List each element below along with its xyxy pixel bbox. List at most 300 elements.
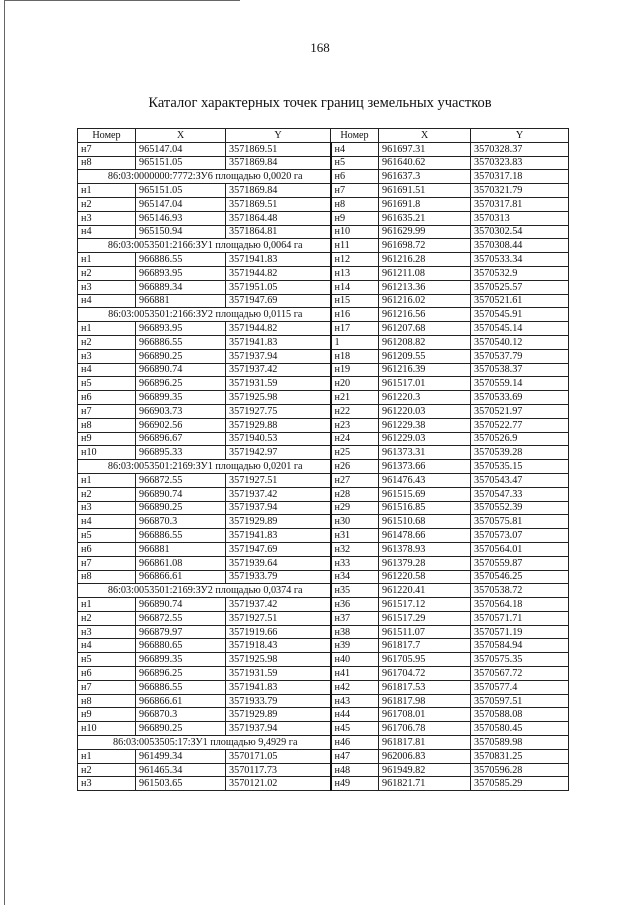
coord-x: 966890.25 <box>136 722 226 736</box>
coord-x: 961517.12 <box>379 598 471 612</box>
coord-y: 3570573.07 <box>471 529 569 543</box>
coord-x: 961708.01 <box>379 708 471 722</box>
table-body <box>78 142 569 790</box>
table-row <box>78 639 569 653</box>
coord-x: 961476.43 <box>379 473 471 487</box>
coordinates-table <box>77 128 569 791</box>
point-number: н8 <box>331 197 379 211</box>
point-number: н26 <box>331 460 379 474</box>
coord-y: 3570313 <box>471 211 569 225</box>
point-number: н6 <box>78 667 136 681</box>
coord-y: 3570580.45 <box>471 722 569 736</box>
coord-x: 961220.41 <box>379 584 471 598</box>
point-number: н2 <box>78 197 136 211</box>
coord-x: 966870.3 <box>136 708 226 722</box>
coord-x: 966902.56 <box>136 418 226 432</box>
point-number: н35 <box>331 584 379 598</box>
coord-y: 3570584.94 <box>471 639 569 653</box>
coord-x: 961517.29 <box>379 611 471 625</box>
coord-y: 3571918.43 <box>226 639 331 653</box>
point-number: н21 <box>331 391 379 405</box>
table-row <box>78 266 569 280</box>
point-number: н23 <box>331 418 379 432</box>
point-number: н46 <box>331 736 379 750</box>
coord-x: 966890.25 <box>136 501 226 515</box>
point-number: 1 <box>331 335 379 349</box>
coord-y: 3570323.83 <box>471 156 569 170</box>
table-row <box>78 446 569 460</box>
point-number: н3 <box>78 349 136 363</box>
coord-y: 3571940.53 <box>226 432 331 446</box>
table-row <box>78 570 569 584</box>
coord-y: 3570597.51 <box>471 694 569 708</box>
table-row <box>78 308 569 322</box>
coord-x: 961220.58 <box>379 570 471 584</box>
coord-y: 3571937.94 <box>226 349 331 363</box>
coord-x: 961208.82 <box>379 335 471 349</box>
point-number: н10 <box>78 722 136 736</box>
point-number: н8 <box>78 418 136 432</box>
coord-x: 966872.55 <box>136 611 226 625</box>
table-row <box>78 556 569 570</box>
coord-y: 3571939.64 <box>226 556 331 570</box>
table-row <box>78 653 569 667</box>
point-number: н44 <box>331 708 379 722</box>
point-number: н31 <box>331 529 379 543</box>
table-row <box>78 680 569 694</box>
coord-y: 3570577.4 <box>471 680 569 694</box>
coord-x: 966889.34 <box>136 280 226 294</box>
point-number: н1 <box>78 253 136 267</box>
table-row <box>78 391 569 405</box>
coord-x: 961515.69 <box>379 487 471 501</box>
table-row <box>78 349 569 363</box>
point-number: н2 <box>78 763 136 777</box>
coord-y: 3570302.54 <box>471 225 569 239</box>
point-number: н14 <box>331 280 379 294</box>
coord-x: 966890.74 <box>136 487 226 501</box>
coord-x: 965147.04 <box>136 197 226 211</box>
coord-y: 3570521.97 <box>471 404 569 418</box>
coord-y: 3571925.98 <box>226 653 331 667</box>
coord-x: 961211.08 <box>379 266 471 280</box>
coord-x: 961220.03 <box>379 404 471 418</box>
coord-y: 3571931.59 <box>226 377 331 391</box>
table-row <box>78 335 569 349</box>
table-row <box>78 736 569 750</box>
table-row <box>78 253 569 267</box>
point-number: н15 <box>331 294 379 308</box>
coord-x: 961517.01 <box>379 377 471 391</box>
coord-x: 965150.94 <box>136 225 226 239</box>
header-number-left: Номер <box>78 129 136 143</box>
coord-y: 3571937.94 <box>226 722 331 736</box>
coord-y: 3570589.98 <box>471 736 569 750</box>
coord-y: 3571931.59 <box>226 667 331 681</box>
table-row <box>78 156 569 170</box>
coord-y: 3571869.84 <box>226 156 331 170</box>
coord-y: 3570585.29 <box>471 777 569 791</box>
coord-x: 961637.3 <box>379 170 471 184</box>
coord-y: 3570121.02 <box>226 777 331 791</box>
point-number: н22 <box>331 404 379 418</box>
point-number: н36 <box>331 598 379 612</box>
coord-y: 3570571.71 <box>471 611 569 625</box>
table-header-row <box>78 129 569 143</box>
coord-y: 3571947.69 <box>226 542 331 556</box>
coord-x: 961213.36 <box>379 280 471 294</box>
table-row <box>78 777 569 791</box>
page-title: Каталог характерных точек границ земельных участков <box>148 95 492 111</box>
coord-x: 961478.66 <box>379 529 471 543</box>
point-number: н2 <box>78 487 136 501</box>
point-number: н6 <box>331 170 379 184</box>
coord-y: 3571941.83 <box>226 335 331 349</box>
coord-y: 3571869.51 <box>226 197 331 211</box>
coord-y: 3570538.72 <box>471 584 569 598</box>
point-number: н9 <box>331 211 379 225</box>
coord-x: 961629.99 <box>379 225 471 239</box>
coord-y: 3570559.14 <box>471 377 569 391</box>
coord-x: 961706.78 <box>379 722 471 736</box>
coord-y: 3571941.83 <box>226 253 331 267</box>
point-number: н37 <box>331 611 379 625</box>
coord-y: 3570547.33 <box>471 487 569 501</box>
coord-x: 966895.33 <box>136 446 226 460</box>
point-number: н11 <box>331 239 379 253</box>
parcel-group-title: 86:03:0053505:17:ЗУ1 площадью 9,4929 га <box>78 736 331 750</box>
coord-x: 961511.07 <box>379 625 471 639</box>
point-number: н7 <box>78 142 136 156</box>
point-number: н17 <box>331 322 379 336</box>
point-number: н3 <box>78 501 136 515</box>
coord-x: 961229.38 <box>379 418 471 432</box>
point-number: н34 <box>331 570 379 584</box>
coord-x: 965151.05 <box>136 184 226 198</box>
table-row <box>78 142 569 156</box>
coord-x: 961216.56 <box>379 308 471 322</box>
top-edge-line <box>4 0 240 1</box>
coord-y: 3571864.48 <box>226 211 331 225</box>
table-row <box>78 515 569 529</box>
point-number: н1 <box>78 322 136 336</box>
coord-y: 3571937.42 <box>226 598 331 612</box>
point-number: н4 <box>331 142 379 156</box>
point-number: н29 <box>331 501 379 515</box>
table-row <box>78 749 569 763</box>
point-number: н2 <box>78 266 136 280</box>
point-number: н48 <box>331 763 379 777</box>
point-number: н27 <box>331 473 379 487</box>
coord-y: 3570538.37 <box>471 363 569 377</box>
point-number: н4 <box>78 294 136 308</box>
table-row <box>78 239 569 253</box>
table-row <box>78 294 569 308</box>
coord-y: 3571942.97 <box>226 446 331 460</box>
table-row <box>78 377 569 391</box>
coord-x: 961378.93 <box>379 542 471 556</box>
coord-x: 961209.55 <box>379 349 471 363</box>
coord-y: 3570317.18 <box>471 170 569 184</box>
coord-x: 961373.31 <box>379 446 471 460</box>
coord-x: 966886.55 <box>136 529 226 543</box>
coord-y: 3571933.79 <box>226 694 331 708</box>
point-number: н16 <box>331 308 379 322</box>
point-number: н5 <box>78 377 136 391</box>
coord-y: 3571937.94 <box>226 501 331 515</box>
point-number: н43 <box>331 694 379 708</box>
coord-y: 3571941.83 <box>226 529 331 543</box>
point-number: н13 <box>331 266 379 280</box>
coord-x: 966893.95 <box>136 322 226 336</box>
coord-y: 3571937.42 <box>226 487 331 501</box>
coord-x: 966870.3 <box>136 515 226 529</box>
coord-y: 3570171.05 <box>226 749 331 763</box>
coord-x: 961220.3 <box>379 391 471 405</box>
coord-y: 3570521.61 <box>471 294 569 308</box>
coord-x: 961216.02 <box>379 294 471 308</box>
coord-x: 961503.65 <box>136 777 226 791</box>
table-row <box>78 225 569 239</box>
table-row <box>78 584 569 598</box>
table-row <box>78 184 569 198</box>
point-number: н7 <box>78 556 136 570</box>
point-number: н28 <box>331 487 379 501</box>
parcel-group-title: 86:03:0053501:2169:ЗУ2 площадью 0,0374 га <box>78 584 331 598</box>
coord-y: 3571927.75 <box>226 404 331 418</box>
point-number: н6 <box>78 542 136 556</box>
coord-x: 966881 <box>136 294 226 308</box>
coord-y: 3570317.81 <box>471 197 569 211</box>
coord-x: 961499.34 <box>136 749 226 763</box>
coord-y: 3570525.57 <box>471 280 569 294</box>
table-row <box>78 763 569 777</box>
coord-y: 3570564.01 <box>471 542 569 556</box>
coord-x: 961949.82 <box>379 763 471 777</box>
coord-y: 3571925.98 <box>226 391 331 405</box>
coord-x: 961216.28 <box>379 253 471 267</box>
table-row <box>78 460 569 474</box>
table-row <box>78 170 569 184</box>
coord-x: 965146.93 <box>136 211 226 225</box>
coord-x: 961516.85 <box>379 501 471 515</box>
coord-y: 3570537.79 <box>471 349 569 363</box>
coord-y: 3571941.83 <box>226 680 331 694</box>
coord-x: 966890.74 <box>136 598 226 612</box>
coord-y: 3570526.9 <box>471 432 569 446</box>
coord-y: 3570539.28 <box>471 446 569 460</box>
table-row <box>78 197 569 211</box>
table-row <box>78 708 569 722</box>
point-number: н10 <box>331 225 379 239</box>
coord-y: 3570533.69 <box>471 391 569 405</box>
point-number: н5 <box>331 156 379 170</box>
point-number: н19 <box>331 363 379 377</box>
coord-y: 3570543.47 <box>471 473 569 487</box>
point-number: н33 <box>331 556 379 570</box>
coord-y: 3571864.81 <box>226 225 331 239</box>
point-number: н8 <box>78 694 136 708</box>
coord-y: 3571937.42 <box>226 363 331 377</box>
coord-x: 961817.98 <box>379 694 471 708</box>
point-number: н4 <box>78 515 136 529</box>
coord-x: 961373.66 <box>379 460 471 474</box>
coord-y: 3570575.35 <box>471 653 569 667</box>
point-number: н39 <box>331 639 379 653</box>
coord-x: 966893.95 <box>136 266 226 280</box>
point-number: н49 <box>331 777 379 791</box>
coord-y: 3570588.08 <box>471 708 569 722</box>
coord-x: 966886.55 <box>136 680 226 694</box>
coord-x: 966879.97 <box>136 625 226 639</box>
header-x-right: X <box>379 129 471 143</box>
coord-x: 961698.72 <box>379 239 471 253</box>
coord-x: 961229.03 <box>379 432 471 446</box>
coord-x: 966890.25 <box>136 349 226 363</box>
table-row <box>78 418 569 432</box>
coord-x: 966896.25 <box>136 667 226 681</box>
point-number: н18 <box>331 349 379 363</box>
coord-y: 3571919.66 <box>226 625 331 639</box>
parcel-group-title: 86:03:0053501:2166:ЗУ1 площадью 0,0064 га <box>78 239 331 253</box>
header-y-left: Y <box>226 129 331 143</box>
coord-x: 961691.8 <box>379 197 471 211</box>
table-row <box>78 667 569 681</box>
coord-x: 966886.55 <box>136 335 226 349</box>
header-y-right: Y <box>471 129 569 143</box>
coord-x: 966890.74 <box>136 363 226 377</box>
coord-y: 3570328.37 <box>471 142 569 156</box>
page-number: 168 <box>310 40 330 55</box>
point-number: н3 <box>78 280 136 294</box>
coord-y: 3570546.25 <box>471 570 569 584</box>
coord-y: 3570575.81 <box>471 515 569 529</box>
coord-y: 3570831.25 <box>471 749 569 763</box>
table-row <box>78 529 569 543</box>
coord-x: 961817.53 <box>379 680 471 694</box>
header-x-left: X <box>136 129 226 143</box>
point-number: н45 <box>331 722 379 736</box>
coord-y: 3571944.82 <box>226 322 331 336</box>
coord-y: 3570532.9 <box>471 266 569 280</box>
point-number: н12 <box>331 253 379 267</box>
left-margin-line <box>4 0 5 905</box>
coord-x: 961635.21 <box>379 211 471 225</box>
coord-x: 966866.61 <box>136 570 226 584</box>
coord-x: 966861.08 <box>136 556 226 570</box>
coord-y: 3570522.77 <box>471 418 569 432</box>
table-row <box>78 611 569 625</box>
table-row <box>78 432 569 446</box>
point-number: н2 <box>78 335 136 349</box>
table-row <box>78 280 569 294</box>
coord-x: 961510.68 <box>379 515 471 529</box>
coord-y: 3570552.39 <box>471 501 569 515</box>
coord-y: 3571869.84 <box>226 184 331 198</box>
coord-y: 3570540.12 <box>471 335 569 349</box>
point-number: н7 <box>78 404 136 418</box>
point-number: н32 <box>331 542 379 556</box>
coord-y: 3571929.89 <box>226 515 331 529</box>
coord-y: 3570308.44 <box>471 239 569 253</box>
point-number: н20 <box>331 377 379 391</box>
coord-x: 961705.95 <box>379 653 471 667</box>
point-number: н10 <box>78 446 136 460</box>
point-number: н4 <box>78 639 136 653</box>
coord-x: 966899.35 <box>136 391 226 405</box>
coord-y: 3570535.15 <box>471 460 569 474</box>
coord-y: 3570571.19 <box>471 625 569 639</box>
coord-x: 961640.62 <box>379 156 471 170</box>
point-number: н42 <box>331 680 379 694</box>
coord-x: 961704.72 <box>379 667 471 681</box>
point-number: н1 <box>78 598 136 612</box>
point-number: н9 <box>78 708 136 722</box>
point-number: н3 <box>78 211 136 225</box>
point-number: н9 <box>78 432 136 446</box>
table-row <box>78 211 569 225</box>
point-number: н30 <box>331 515 379 529</box>
point-number: н47 <box>331 749 379 763</box>
coord-x: 966896.25 <box>136 377 226 391</box>
table-row <box>78 598 569 612</box>
point-number: н41 <box>331 667 379 681</box>
coord-y: 3571947.69 <box>226 294 331 308</box>
point-number: н8 <box>78 156 136 170</box>
coord-x: 966881 <box>136 542 226 556</box>
coord-y: 3570564.18 <box>471 598 569 612</box>
point-number: н4 <box>78 225 136 239</box>
coord-y: 3571929.89 <box>226 708 331 722</box>
coord-y: 3571951.05 <box>226 280 331 294</box>
point-number: н1 <box>78 473 136 487</box>
point-number: н7 <box>78 680 136 694</box>
coord-x: 965147.04 <box>136 142 226 156</box>
coord-y: 3571929.88 <box>226 418 331 432</box>
point-number: н25 <box>331 446 379 460</box>
coord-y: 3571927.51 <box>226 611 331 625</box>
coord-y: 3571944.82 <box>226 266 331 280</box>
coord-x: 965151.05 <box>136 156 226 170</box>
table-row <box>78 625 569 639</box>
coord-y: 3570596.28 <box>471 763 569 777</box>
coord-x: 966872.55 <box>136 473 226 487</box>
table-row <box>78 404 569 418</box>
coord-y: 3570117.73 <box>226 763 331 777</box>
point-number: н24 <box>331 432 379 446</box>
point-number: н3 <box>78 777 136 791</box>
table-row <box>78 487 569 501</box>
coord-x: 961817.81 <box>379 736 471 750</box>
coord-x: 966899.35 <box>136 653 226 667</box>
point-number: н40 <box>331 653 379 667</box>
coord-y: 3570545.14 <box>471 322 569 336</box>
coord-x: 966896.67 <box>136 432 226 446</box>
coord-y: 3571927.51 <box>226 473 331 487</box>
coord-x: 961216.39 <box>379 363 471 377</box>
table-row <box>78 322 569 336</box>
coord-x: 966886.55 <box>136 253 226 267</box>
table-row <box>78 722 569 736</box>
coord-y: 3571933.79 <box>226 570 331 584</box>
point-number: н2 <box>78 611 136 625</box>
table-row <box>78 363 569 377</box>
table-row <box>78 473 569 487</box>
coord-x: 962006.83 <box>379 749 471 763</box>
point-number: н4 <box>78 363 136 377</box>
point-number: н7 <box>331 184 379 198</box>
coord-x: 966880.65 <box>136 639 226 653</box>
